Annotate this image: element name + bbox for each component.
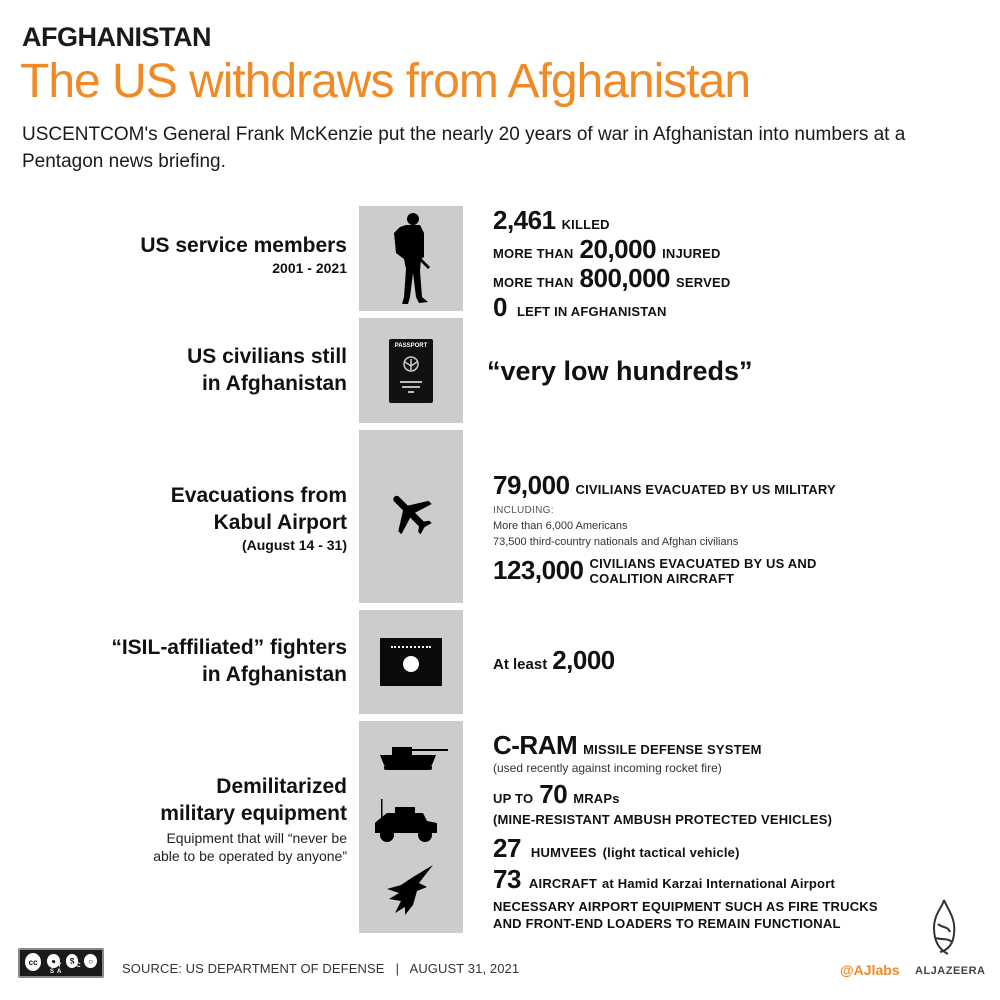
civilians-label <box>187 343 347 397</box>
stat-evacuated-coalition-number: 123,000 <box>493 555 584 585</box>
stat-served-prefix: MORE THAN <box>493 275 574 290</box>
evacuations-title-line2: Kabul Airport <box>213 511 347 534</box>
civilians-title-line2: in Afghanistan <box>201 372 347 395</box>
airplane-icon <box>384 485 438 539</box>
stat-mrap-label: MRAPs <box>573 791 620 806</box>
stat-injured-number: 20,000 <box>579 234 657 264</box>
stat-injured-label: INJURED <box>662 246 721 261</box>
stat-aircraft-note: at Hamid Karzai International Airport <box>601 876 835 891</box>
evacuations-stats <box>493 470 836 586</box>
evacuations-panel <box>359 430 463 603</box>
aljazeera-logo-icon <box>926 898 962 960</box>
cc-icon: cc <box>23 951 43 973</box>
stat-left <box>493 292 730 321</box>
aljazeera-wordmark: ALJAZEERA <box>915 965 986 977</box>
including-label: INCLUDING: <box>493 505 554 516</box>
isil-panel <box>359 610 463 714</box>
stat-killed-label: KILLED <box>561 217 610 232</box>
passport-label: PASSPORT <box>394 342 428 349</box>
stat-killed <box>493 205 730 234</box>
service-members-title: US service members <box>140 234 347 257</box>
source-line: SOURCE: US DEPARTMENT OF DEFENSE | AUGUST 31, 2021 <box>122 960 520 976</box>
equipment-stats <box>493 730 878 931</box>
service-members-panel <box>359 206 463 311</box>
headline: The US withdraws from Afghanistan <box>20 55 751 108</box>
stat-humvee-label: HUMVEES <box>530 845 597 860</box>
stat-isil-number: 2,000 <box>552 645 615 675</box>
stat-mrap-number: 70 <box>539 779 568 809</box>
intro-text: USCENTCOM's General Frank McKenzie put the nearly 20 years of war in Afghanistan into numbers at a Pentagon news briefing. <box>22 124 906 172</box>
service-members-years: 2001 - 2021 <box>272 260 347 276</box>
ajlabs-handle[interactable]: @AJlabs <box>840 962 900 978</box>
civilians-panel <box>359 318 463 423</box>
isil-label <box>111 634 347 688</box>
stat-humvee-note: (light tactical vehicle) <box>602 845 740 860</box>
section-kicker: AFGHANISTAN <box>22 22 211 52</box>
equipment-title-line2: military equipment <box>160 802 347 825</box>
license-tags: BY NC SA <box>50 963 84 975</box>
stat-killed-number: 2,461 <box>493 205 556 235</box>
service-members-label <box>140 232 347 277</box>
stat-aircraft <box>493 864 878 895</box>
stat-mrap-note: (MINE-RESISTANT AMBUSH PROTECTED VEHICLES) <box>493 812 833 827</box>
equipment-desc-line1: Equipment that will “never be <box>166 830 347 846</box>
airport-equipment-line2: AND FRONT-END LOADERS TO REMAIN FUNCTIONAL <box>493 916 841 931</box>
equipment-panel <box>359 721 463 933</box>
tank-icon <box>378 745 450 773</box>
stat-evacuated-military-number: 79,000 <box>493 470 570 500</box>
stat-cram-name: C-RAM <box>493 730 578 760</box>
civilians-title-line1: US civilians still <box>187 345 347 368</box>
nc-icon: $ <box>64 952 81 970</box>
humvee-icon <box>373 799 439 845</box>
civilians-quote: “very low hundreds” <box>487 356 753 386</box>
stat-isil-prefix: At least <box>493 656 548 673</box>
stat-evacuated-coalition-label-1: CIVILIANS EVACUATED BY US AND <box>589 555 817 571</box>
stat-injured <box>493 234 730 263</box>
stat-aircraft-label: AIRCRAFT <box>528 876 597 891</box>
stat-cram-note: (used recently against incoming rocket fire) <box>493 761 722 775</box>
stat-evacuated-coalition <box>493 555 836 586</box>
sa-icon: ○ <box>82 952 99 970</box>
stat-cram <box>493 730 878 761</box>
stat-cram-label: MISSILE DEFENSE SYSTEM <box>583 742 762 757</box>
service-members-stats <box>493 205 730 321</box>
equipment-title-line1: Demilitarized <box>216 775 347 798</box>
fighter-jet-icon <box>383 863 439 919</box>
by-icon: ● <box>45 952 62 970</box>
stat-left-label: LEFT IN AFGHANISTAN <box>516 304 667 319</box>
civilians-stats <box>487 356 753 387</box>
stat-isil <box>493 645 621 676</box>
stat-injured-prefix: MORE THAN <box>493 246 574 261</box>
isil-stats <box>493 645 621 676</box>
stat-served-label: SERVED <box>676 275 731 290</box>
stat-humvee <box>493 833 878 864</box>
stat-served-number: 800,000 <box>579 263 671 293</box>
including-third-country: 73,500 third-country nationals and Afghan civilians <box>493 536 739 548</box>
stat-left-number: 0 <box>493 292 507 322</box>
stat-evacuated-military <box>493 470 836 501</box>
creative-commons-by-nc-sa-icon[interactable] <box>18 948 104 978</box>
eagle-emblem-icon <box>401 355 421 373</box>
airport-equipment-line1: NECESSARY AIRPORT EQUIPMENT SUCH AS FIRE TRUCKS <box>493 899 878 914</box>
stat-mrap-prefix: UP TO <box>493 791 534 806</box>
evacuations-title-line1: Evacuations from <box>170 484 347 507</box>
equipment-label <box>153 773 347 865</box>
evacuations-dates: (August 14 - 31) <box>241 537 347 553</box>
stat-evacuated-coalition-label-2: COALITION AIRCRAFT <box>589 570 735 586</box>
stat-mrap <box>493 779 878 810</box>
stat-evacuated-military-label: CIVILIANS EVACUATED BY US MILITARY <box>575 482 836 497</box>
including-americans: More than 6,000 Americans <box>493 520 628 532</box>
stat-served <box>493 263 730 292</box>
equipment-desc-line2: able to be operated by anyone” <box>153 848 347 864</box>
isil-title-line1: “ISIL-affiliated” fighters <box>111 636 347 659</box>
black-flag-icon <box>380 638 442 686</box>
footer <box>18 948 519 978</box>
soldier-icon <box>386 211 436 307</box>
stat-humvee-number: 27 <box>493 833 521 863</box>
stat-aircraft-number: 73 <box>493 864 521 894</box>
passport-icon <box>389 339 433 403</box>
evacuations-label <box>171 482 347 554</box>
isil-title-line2: in Afghanistan <box>201 663 347 686</box>
